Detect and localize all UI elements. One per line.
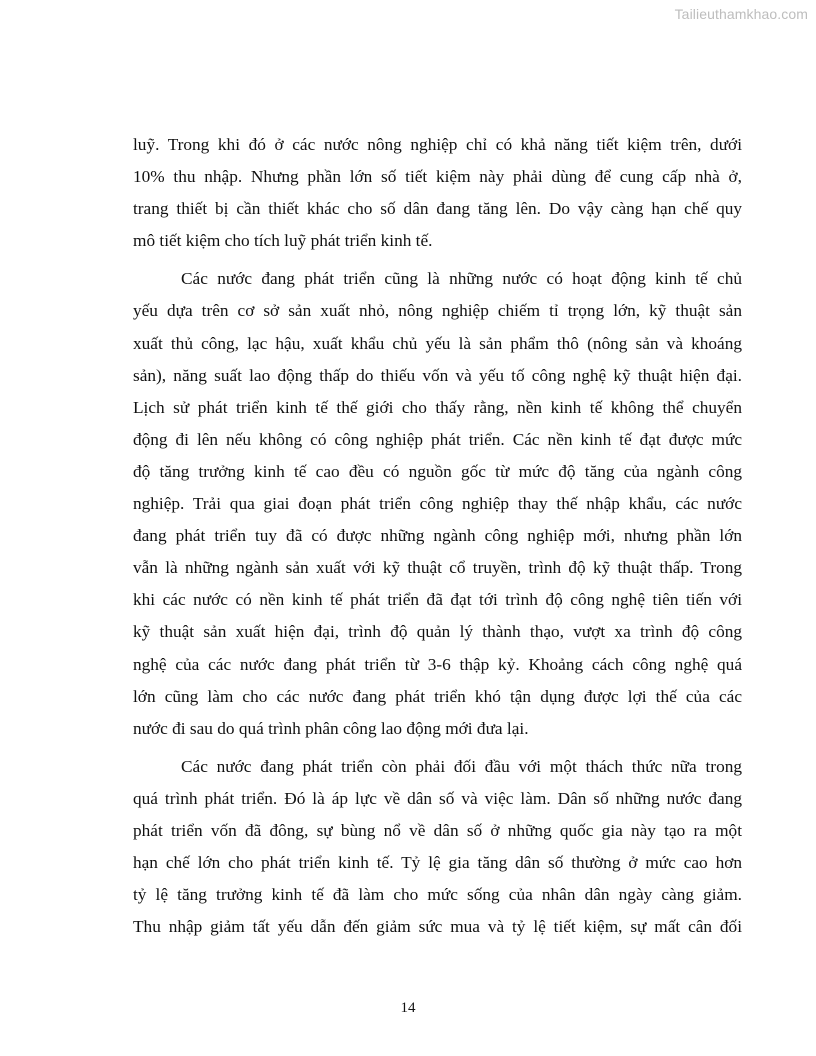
text-line: phát triển vốn đã đông, sự bùng nổ về dân số ở những quốc gia này tạo ra một: [133, 820, 742, 840]
text-line: nước đi sau do quá trình phân công lao động mới đưa lại.: [133, 718, 529, 738]
text-line: Thu nhập giảm tất yếu dẫn đến giảm sức mua và tỷ lệ tiết kiệm, sự mất cân đối: [133, 917, 742, 937]
text-line: đang phát triển tuy đã có được những ngành công nghiệp mới, nhưng phần lớn: [133, 526, 742, 546]
text-line: Các nước đang phát triển còn phải đối đầu với một thách thức nữa trong: [181, 756, 742, 776]
text-line: Lịch sử phát triển kinh tế thế giới cho thấy rằng, nền kinh tế không thể chuyển: [133, 397, 742, 417]
text-line: tỷ lệ tăng trưởng kinh tế đã làm cho mức sống của nhân dân ngày càng giảm.: [133, 885, 742, 905]
text-line: nghệ của các nước đang phát triển từ 3-6 thập kỷ. Khoảng cách công nghệ quá: [133, 654, 742, 674]
page-body: [133, 129, 742, 943]
text-line: luỹ. Trong khi đó ở các nước nông nghiệp chỉ có khả năng tiết kiệm trên, dưới: [133, 135, 742, 154]
text-line: vẫn là những ngành sản xuất với kỹ thuật cổ truyền, trình độ kỹ thuật thấp. Trong: [133, 558, 742, 578]
paragraph-1: [133, 129, 742, 257]
text-line: yếu dựa trên cơ sở sản xuất nhỏ, nông nghiệp chiếm tỉ trọng lớn, kỹ thuật sản: [133, 301, 742, 321]
text-line: trang thiết bị cần thiết khác cho số dân đang tăng lên. Do vậy càng hạn chế quy: [133, 199, 742, 219]
paragraph-2: [133, 263, 742, 744]
text-line: động đi lên nếu không có công nghiệp phát triển. Các nền kinh tế đạt được mức: [133, 429, 742, 449]
text-line: quá trình phát triển. Đó là áp lực về dân số và việc làm. Dân số những nước đang: [133, 788, 742, 808]
watermark: Tailieuthamkhao.com: [674, 6, 808, 22]
text-line: nghiệp. Trải qua giai đoạn phát triển công nghiệp thay thế nhập khẩu, các nước: [133, 494, 742, 514]
page-number: 14: [400, 1000, 416, 1016]
text-line: kỹ thuật sản xuất hiện đại, trình độ quản lý thành thạo, vượt xa trình độ công: [133, 622, 742, 642]
text-line: mô tiết kiệm cho tích luỹ phát triển kinh tế.: [133, 231, 433, 251]
text-line: sản), năng suất lao động thấp do thiếu vốn và yếu tố công nghệ kỹ thuật hiện đại.: [133, 365, 742, 385]
text-line: 10% thu nhập. Nhưng phần lớn số tiết kiệm này phải dùng để cung cấp nhà ở,: [133, 167, 742, 187]
text-line: lớn cũng làm cho các nước đang phát triển khó tận dụng được lợi thế của các: [133, 686, 742, 706]
text-line: xuất thủ công, lạc hậu, xuất khẩu chủ yếu là sản phẩm thô (nông sản và khoáng: [133, 333, 742, 353]
paragraph-3: [133, 751, 742, 944]
text-line: độ tăng trưởng kinh tế cao đều có nguồn gốc từ mức độ tăng của ngành công: [133, 461, 742, 481]
text-line: Các nước đang phát triển cũng là những nước có hoạt động kinh tế chủ: [181, 269, 742, 289]
text-line: hạn chế lớn cho phát triển kinh tế. Tỷ lệ gia tăng dân số thường ở mức cao hơn: [133, 853, 742, 873]
text-line: khi các nước có nền kinh tế phát triển đã đạt tới trình độ công nghệ tiên tiến với: [133, 590, 742, 610]
